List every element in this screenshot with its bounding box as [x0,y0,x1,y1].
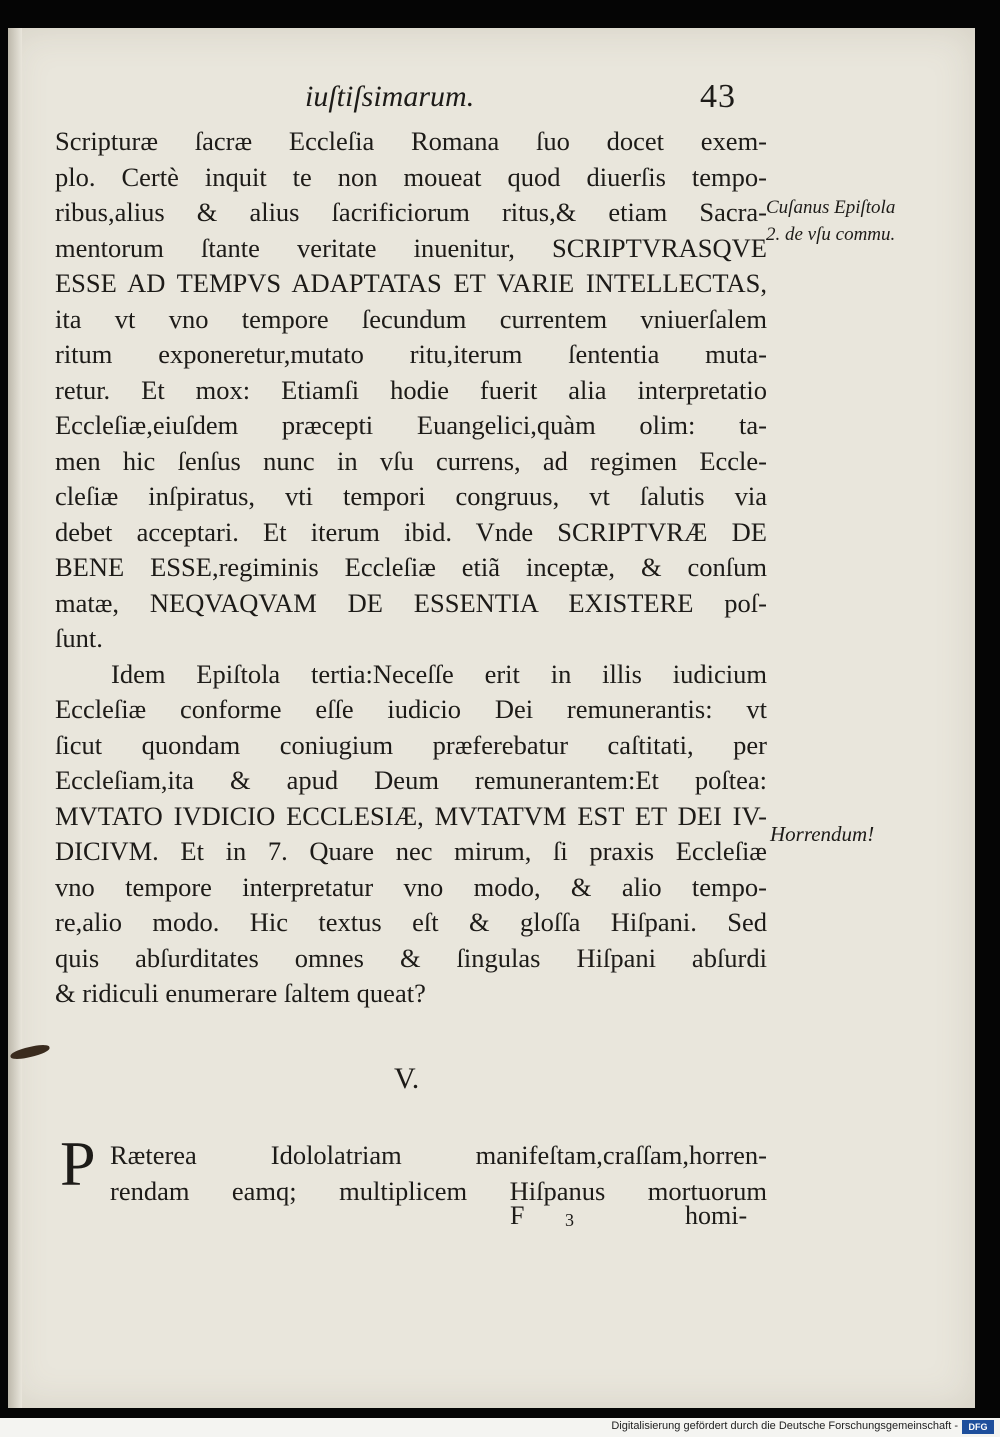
text-line: Scripturæ ſacræ Eccleſia Romana ſuo docet exem- [55,126,767,156]
margin-note-line: 2. de vſu commu. [766,224,896,245]
text-line: ſunt. [55,623,103,653]
text-line: Eccleſiæ,eiuſdem præcepti Euangelici,quàm olim: ta- [55,410,767,440]
text-line: retur. Et mox: Etiamſi hodie fuerit alia interpretatio [55,374,767,405]
text-line: MVTATO IVDICIO ECCLESIÆ, MVTATVM EST ET DEI IV- [55,800,767,831]
text-line: & ridiculi enumerare ſaltem queat? [55,978,426,1008]
running-head: iuſtiſsimarum. [305,80,475,113]
text-line: cleſiæ inſpiratus, vti tempori congruus, vt ſalutis via [55,481,767,511]
text-line: Eccleſiæ conforme eſſe iudicio Dei remunerantis: vt [55,694,767,724]
text-line: BENE ESSE,regiminis Eccleſiæ etiã inceptæ, & conſum [55,552,767,582]
margin-note-horrendum: Horrendum! [770,822,875,846]
funding-credit: Digitalisierung gefördert durch die Deutsche Forschungsgemeinschaft - [611,1420,958,1432]
text-line: re,alio modo. Hic textus eſt & gloſſa Hiſpani. Sed [55,907,767,937]
page-number: 43 [700,78,736,115]
signature-number: 3 [565,1210,574,1230]
text-line: debet acceptari. Et iterum ibid. Vnde SCRIPTVRÆ DE [55,516,767,547]
text-line: vno tempore interpretatur vno modo, & alio tempo- [55,871,767,902]
text-line: DICIVM. Et in 7. Quare nec mirum, ſi praxis Eccleſiæ [55,836,767,866]
catchword: homi- [685,1201,748,1230]
text-line: quis abſurditates omnes & ſingulas Hiſpani abſurdi [55,942,767,973]
page-gutter [8,28,22,1408]
text-line: ritum exponeretur,mutato ritu,iterum ſententia muta- [55,339,767,369]
main-text-block [55,124,767,1012]
text-line: ita vt vno tempore ſecundum currentem vniuerſalem [55,303,767,334]
digitization-footer [0,1418,1000,1437]
paragraph-five [60,1128,767,1209]
text-line: Ræterea Idololatriam manifeſtam,craſſam,horren- [110,1140,767,1170]
signature-mark: F [510,1201,525,1230]
margin-note-line: Cuſanus Epiſtola [766,197,896,218]
margin-note-cusanus [766,194,895,248]
text-line: mentorum ſtante veritate inuenitur, SCRIPTVRASQVE [55,232,767,263]
text-line: rendam eamq; multiplicem Hiſpanus mortuorum [110,1175,767,1206]
text-line: ribus,alius & alius ſacrificiorum ritus,& etiam Sacra- [55,197,767,227]
text-line: plo. Certè inquit te non moueat quod diuerſis tempo- [55,161,767,192]
dfg-logo: DFG [962,1420,994,1434]
text-line: Eccleſiam,ita & apud Deum remunerantem:Et poſtea: [55,765,767,795]
section-number: V. [394,1062,420,1095]
text-line: Idem Epiſtola tertia:Neceſſe erit in illis iudicium [111,658,767,689]
drop-cap: P [60,1128,96,1199]
text-line: matæ, NEQVAQVAM DE ESSENTIA EXISTERE poſ- [55,587,767,618]
text-line: ESSE AD TEMPVS ADAPTATAS ET VARIE INTELLECTAS, [55,268,767,298]
text-line: ſicut quondam coniugium præferebatur caſtitati, per [55,729,767,760]
text-line: men hic ſenſus nunc in vſu currens, ad regimen Eccle- [55,445,767,476]
